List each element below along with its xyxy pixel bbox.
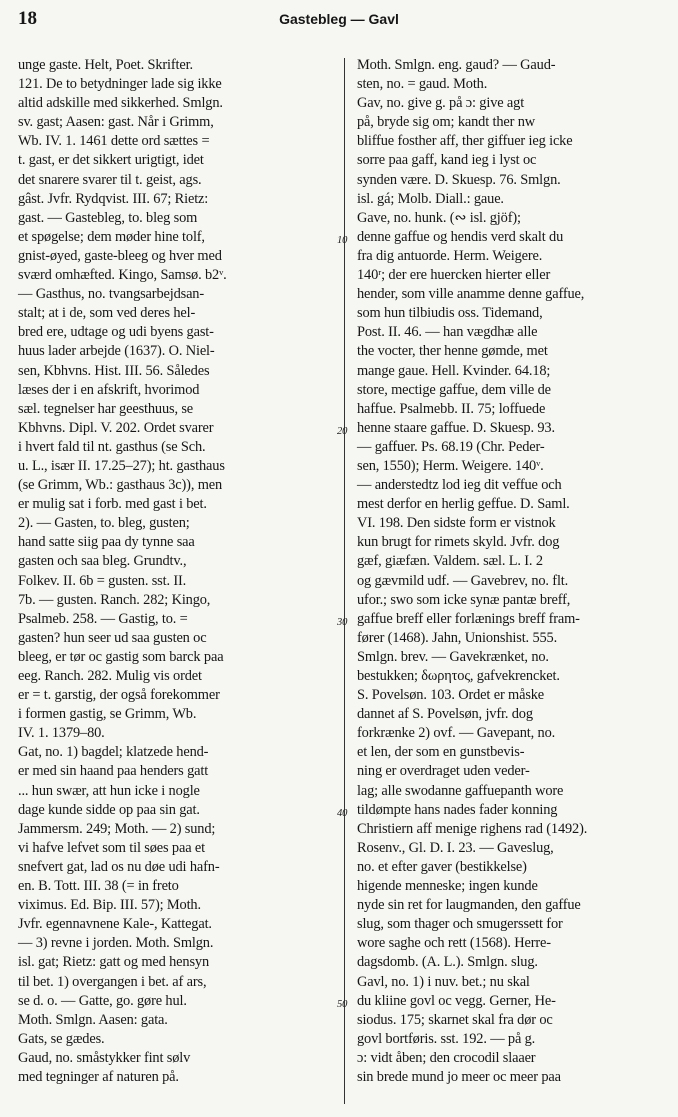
line-text: dagsdomb. (A. L.). Smlgn. slug. bbox=[357, 954, 538, 971]
line-text: the vocter, ther henne gømde, met bbox=[357, 343, 548, 360]
line-text: hand satte siig paa dy tynne saa bbox=[18, 534, 195, 551]
line-text: nyde sin ret for laugmanden, den gaffue bbox=[357, 897, 581, 914]
text-line bbox=[18, 304, 336, 323]
text-line bbox=[18, 782, 336, 801]
line-text: lag; alle swodanne gaffuepanth wore bbox=[357, 782, 564, 799]
text-line bbox=[357, 476, 669, 495]
margin-line-number: 30 bbox=[337, 616, 348, 628]
line-text: hender, som ville anamme denne gaffue, bbox=[357, 286, 585, 303]
text-line bbox=[18, 629, 336, 648]
line-text: sværd omhæfted. Kingo, Samsø. b2ᵛ. bbox=[18, 267, 227, 284]
text-line bbox=[18, 686, 336, 705]
line-text: denne gaffue og hendis verd skalt du bbox=[357, 228, 564, 245]
text-line bbox=[18, 132, 336, 151]
line-text: sten, no. = gaud. Moth. bbox=[357, 76, 488, 93]
line-text: IV. 1. 1379–80. bbox=[18, 725, 105, 742]
text-line bbox=[18, 438, 336, 457]
line-text: slug, som thager och smugerssett for bbox=[357, 916, 563, 933]
left-column bbox=[18, 56, 336, 1087]
line-text: et len, der som en gunstbevis- bbox=[357, 744, 525, 761]
running-head: Gastebleg — Gavl bbox=[279, 11, 399, 27]
line-text: — gaffuer. Ps. 68.19 (Chr. Peder- bbox=[357, 438, 545, 455]
text-line bbox=[357, 342, 669, 361]
line-text: gnist-øyed, gaste-bleeg og hver med bbox=[18, 247, 222, 264]
text-line bbox=[18, 801, 336, 820]
line-text: er = t. garstig, der også forekommer bbox=[18, 687, 220, 704]
line-text: viximus. Ed. Bip. III. 57); Moth. bbox=[18, 897, 201, 914]
text-line bbox=[357, 953, 669, 972]
line-text: unge gaste. Helt, Poet. Skrifter. bbox=[18, 57, 193, 73]
line-text: kun brugt for rimets skyld. Jvfr. dog bbox=[357, 534, 560, 551]
line-text: gæf, giæfæn. Valdem. sæl. L. I. 2 bbox=[357, 553, 543, 570]
text-line bbox=[18, 56, 336, 75]
line-text: i formen gastig, se Grimm, Wb. bbox=[18, 706, 197, 723]
line-text: Smlgn. brev. — Gavekrænket, no. bbox=[357, 648, 549, 665]
line-text: higende menneske; ingen kunde bbox=[357, 878, 538, 895]
text-line bbox=[357, 858, 669, 877]
text-line bbox=[337, 992, 669, 1011]
text-line bbox=[357, 572, 669, 591]
text-line bbox=[18, 323, 336, 342]
text-line bbox=[18, 1049, 336, 1068]
text-line bbox=[18, 209, 336, 228]
line-text: fører (1468). Jahn, Unionshist. 555. bbox=[357, 629, 558, 646]
text-line bbox=[18, 495, 336, 514]
line-text: i hvert fald til nt. gasthus (se Sch. bbox=[18, 438, 206, 455]
line-text: vi hafve lefvet som til søes paa et bbox=[18, 839, 205, 856]
text-line bbox=[18, 552, 336, 571]
text-line bbox=[357, 648, 669, 667]
line-text: ufor.; swo som icke synæ pantæ breff, bbox=[357, 591, 571, 608]
line-text: bliffue fosther aff, ther giffuer ieg icke bbox=[357, 133, 573, 150]
text-line bbox=[357, 209, 669, 228]
line-text: ning er overdraget uden veder- bbox=[357, 763, 530, 780]
text-line bbox=[357, 743, 669, 762]
text-line bbox=[18, 858, 336, 877]
line-text: mest derfor en herlig geffue. D. Saml. bbox=[357, 496, 570, 513]
line-text: forkrænke 2) ovf. — Gavepant, no. bbox=[357, 725, 556, 742]
line-text: 121. De to betydninger lade sig ikke bbox=[18, 76, 222, 93]
line-text: sen, 1550); Herm. Weigere. 140ᵛ. bbox=[357, 457, 544, 474]
text-line bbox=[357, 820, 669, 839]
line-text: govl bortføris. sst. 192. — på g. bbox=[357, 1030, 536, 1047]
line-text: tildømpte hans nades fader konning bbox=[357, 801, 558, 818]
text-line bbox=[357, 132, 669, 151]
text-line bbox=[357, 724, 669, 743]
line-text: sorre paa gaff, kand ieg i lyst oc bbox=[357, 152, 537, 169]
page-number: 18 bbox=[18, 8, 37, 29]
text-line bbox=[18, 648, 336, 667]
text-line bbox=[357, 896, 669, 915]
text-line bbox=[18, 419, 336, 438]
text-line bbox=[357, 629, 669, 648]
text-line bbox=[18, 667, 336, 686]
text-line bbox=[18, 610, 336, 629]
line-text: se d. o. — Gatte, go. gøre hul. bbox=[18, 992, 187, 1009]
line-text: Moth. Smlgn. eng. gaud? — Gaud- bbox=[357, 57, 556, 73]
line-text: gâst. Jvfr. Rydqvist. III. 67; Rietz: bbox=[18, 190, 209, 207]
page-header bbox=[0, 8, 678, 34]
text-line bbox=[357, 667, 669, 686]
line-text: — Gasthus, no. tvangsarbejdsan- bbox=[18, 286, 204, 303]
line-text: Gats, se gædes. bbox=[18, 1030, 105, 1047]
text-line bbox=[357, 1030, 669, 1049]
line-text: fra dig antuorde. Herm. Weigere. bbox=[357, 247, 543, 264]
line-text: isl. gá; Molb. Diall.: gaue. bbox=[357, 190, 504, 207]
text-line bbox=[18, 342, 336, 361]
line-text: henne staare gaffue. D. Skuesp. 93. bbox=[357, 419, 555, 436]
text-line bbox=[18, 724, 336, 743]
line-text: Kbhvns. Dipl. V. 202. Ordet svarer bbox=[18, 419, 214, 436]
text-line bbox=[357, 323, 669, 342]
line-text: er mulig sat i forb. med gast i bet. bbox=[18, 496, 207, 513]
text-line bbox=[357, 190, 669, 209]
text-line bbox=[357, 247, 669, 266]
text-line bbox=[18, 400, 336, 419]
line-text: dannet af S. Povelsøn, jvfr. dog bbox=[357, 706, 533, 723]
margin-line-number: 40 bbox=[337, 807, 348, 819]
text-line bbox=[357, 762, 669, 781]
line-text: synden være. D. Skuesp. 76. Smlgn. bbox=[357, 171, 561, 188]
text-line bbox=[357, 973, 669, 992]
text-line bbox=[18, 476, 336, 495]
text-line bbox=[18, 896, 336, 915]
line-text: gasten och saa bleg. Grundtv., bbox=[18, 553, 187, 570]
line-text: S. Povelsøn. 103. Ordet er måske bbox=[357, 687, 545, 704]
margin-line-number: 10 bbox=[337, 234, 348, 246]
line-text: — anderstedtz lod ieg dit veffue och bbox=[357, 477, 562, 494]
line-text: sen, Kbhvns. Hist. III. 56. Således bbox=[18, 362, 210, 379]
text-line bbox=[18, 457, 336, 476]
text-line bbox=[357, 915, 669, 934]
line-text: Gavl, no. 1) i nuv. bet.; nu skal bbox=[357, 973, 530, 990]
text-line bbox=[18, 362, 336, 381]
text-line bbox=[18, 533, 336, 552]
text-line bbox=[18, 151, 336, 170]
text-line bbox=[357, 151, 669, 170]
margin-line-number: 50 bbox=[337, 998, 348, 1010]
text-line bbox=[357, 381, 669, 400]
line-text: 2). — Gasten, to. bleg, gusten; bbox=[18, 515, 190, 532]
text-line bbox=[18, 572, 336, 591]
line-text: gaffue breff eller forlænings breff fram- bbox=[357, 610, 580, 627]
text-line bbox=[18, 973, 336, 992]
line-text: og gævmild udf. — Gavebrev, no. flt. bbox=[357, 572, 569, 589]
text-line bbox=[357, 304, 669, 323]
line-text: Jvfr. egennavnene Kale-, Kattegat. bbox=[18, 916, 212, 933]
line-text: snefvert gat, lad os nu døe udi hafn- bbox=[18, 858, 220, 875]
text-line bbox=[18, 381, 336, 400]
line-text: 140ʳ; der ere huercken hierter eller bbox=[357, 267, 551, 284]
line-text: det snarere svarer til t. geist, ags. bbox=[18, 171, 202, 188]
line-text: VI. 198. Den sidste form er vistnok bbox=[357, 515, 556, 532]
line-text: Rosenv., Gl. D. I. 23. — Gaveslug, bbox=[357, 839, 554, 856]
line-text: Gave, no. hunk. (∾ isl. gjöf); bbox=[357, 209, 521, 226]
line-text: haffue. Psalmebb. II. 75; loffuede bbox=[357, 400, 546, 417]
text-line bbox=[357, 705, 669, 724]
line-text: Wb. IV. 1. 1461 dette ord sættes = bbox=[18, 133, 210, 150]
line-text: er med sin haand paa henders gatt bbox=[18, 763, 209, 780]
text-line bbox=[337, 228, 669, 247]
text-line bbox=[357, 1011, 669, 1030]
text-line bbox=[357, 782, 669, 801]
text-line bbox=[357, 285, 669, 304]
line-text: Gaud, no. småstykker fint sølv bbox=[18, 1049, 191, 1066]
text-line bbox=[357, 495, 669, 514]
text-line bbox=[18, 915, 336, 934]
line-text: huus lader arbejde (1637). O. Niel- bbox=[18, 343, 215, 360]
line-text: ... hun swær, att hun icke i nogle bbox=[18, 782, 200, 799]
line-text: gast. — Gastebleg, to. bleg som bbox=[18, 209, 198, 226]
line-text: eeg. Ranch. 282. Mulig vis ordet bbox=[18, 668, 202, 684]
line-text: som hun tilbiudis oss. Tidemand, bbox=[357, 305, 543, 322]
text-line bbox=[18, 877, 336, 896]
line-text: 7b. — gusten. Ranch. 282; Kingo, bbox=[18, 591, 211, 608]
line-text: et spøgelse; dem møder hine tolf, bbox=[18, 228, 205, 245]
text-line bbox=[357, 686, 669, 705]
text-line bbox=[18, 228, 336, 247]
line-text: dage kunde sidde op paa sin gat. bbox=[18, 801, 200, 818]
line-text: en. B. Tott. III. 38 (= in freto bbox=[18, 878, 179, 895]
line-text: no. et efter gaver (bestikkelse) bbox=[357, 858, 527, 875]
text-line bbox=[18, 820, 336, 839]
line-text: til bet. 1) overgangen i bet. af ars, bbox=[18, 973, 207, 990]
line-text: du kliine govl oc vegg. Gerner, He- bbox=[357, 992, 556, 1009]
text-line bbox=[18, 762, 336, 781]
column-divider bbox=[344, 58, 345, 1104]
line-text: Gav, no. give g. på ɔ: give agt bbox=[357, 95, 525, 112]
text-line bbox=[18, 839, 336, 858]
text-line bbox=[357, 839, 669, 858]
text-line bbox=[337, 610, 669, 629]
line-text: stalt; at i de, som ved deres hel- bbox=[18, 305, 196, 322]
text-line bbox=[18, 94, 336, 113]
text-line bbox=[18, 75, 336, 94]
line-text: læses der i en afskrift, hvorimod bbox=[18, 381, 200, 398]
text-line bbox=[18, 1030, 336, 1049]
text-line bbox=[357, 75, 669, 94]
text-line bbox=[357, 552, 669, 571]
line-text: (se Grimm, Wb.: gasthaus 3c)), men bbox=[18, 477, 223, 494]
text-line bbox=[357, 533, 669, 552]
line-text: Folkev. II. 6b = gusten. sst. II. bbox=[18, 572, 187, 589]
text-line bbox=[18, 953, 336, 972]
text-line bbox=[18, 1011, 336, 1030]
margin-line-number: 20 bbox=[337, 425, 348, 437]
text-line bbox=[18, 743, 336, 762]
text-line bbox=[357, 56, 669, 75]
right-column bbox=[337, 56, 669, 1087]
line-text: Post. II. 46. — han vægdhæ alle bbox=[357, 324, 538, 341]
text-line bbox=[18, 171, 336, 190]
text-line bbox=[357, 362, 669, 381]
line-text: u. L., især II. 17.25–27); ht. gasthaus bbox=[18, 457, 225, 474]
text-line bbox=[357, 514, 669, 533]
text-line bbox=[357, 591, 669, 610]
text-line bbox=[337, 801, 669, 820]
text-line bbox=[18, 591, 336, 610]
text-line bbox=[357, 113, 669, 132]
text-line bbox=[357, 1068, 669, 1087]
text-line bbox=[357, 171, 669, 190]
line-text: siodus. 175; skarnet skal fra dør oc bbox=[357, 1011, 553, 1028]
text-line bbox=[337, 419, 669, 438]
line-text: sin brede mund jo meer oc meer paa bbox=[357, 1068, 561, 1085]
line-text: t. gast, er det sikkert urigtigt, idet bbox=[18, 152, 204, 169]
line-text: på, bryde sig om; kandt ther nw bbox=[357, 114, 535, 131]
line-text: gasten? hun seer ud saa gusten oc bbox=[18, 629, 207, 646]
line-text: bestukken; δωρητος, gafvekrencket. bbox=[357, 668, 560, 684]
line-text: isl. gat; Rietz: gatt og med hensyn bbox=[18, 954, 209, 971]
text-line bbox=[357, 438, 669, 457]
line-text: mange gaue. Hell. Kvinder. 64.18; bbox=[357, 362, 551, 379]
line-text: sæl. tegnelser har geesthuus, se bbox=[18, 400, 194, 417]
text-line bbox=[18, 514, 336, 533]
line-text: bleeg, er tør oc gastig som barck paa bbox=[18, 648, 224, 665]
line-text: store, mectige gaffue, dem ville de bbox=[357, 381, 551, 398]
line-text: Christiern aff menige righens rad (1492). bbox=[357, 820, 588, 837]
text-line bbox=[357, 266, 669, 285]
text-line bbox=[18, 934, 336, 953]
text-line bbox=[18, 190, 336, 209]
text-line bbox=[18, 247, 336, 266]
text-line bbox=[357, 400, 669, 419]
line-text: ɔ: vidt åben; den crocodil slaaer bbox=[357, 1049, 536, 1066]
line-text: Jammersm. 249; Moth. — 2) sund; bbox=[18, 820, 216, 837]
text-line bbox=[357, 877, 669, 896]
text-line bbox=[18, 266, 336, 285]
line-text: — 3) revne i jorden. Moth. Smlgn. bbox=[18, 935, 214, 952]
line-text: Psalmeb. 258. — Gastig, to. = bbox=[18, 610, 188, 627]
line-text: bred ere, udtage og udi byens gast- bbox=[18, 324, 214, 341]
line-text: Moth. Smlgn. Aasen: gata. bbox=[18, 1011, 168, 1028]
line-text: med tegninger af naturen på. bbox=[18, 1068, 179, 1085]
line-text: altid adskille med sikkerhed. Smlgn. bbox=[18, 95, 223, 112]
text-line bbox=[357, 94, 669, 113]
text-line bbox=[357, 934, 669, 953]
text-line bbox=[18, 992, 336, 1011]
text-line bbox=[18, 705, 336, 724]
line-text: wore saghe och rett (1568). Herre- bbox=[357, 935, 551, 952]
text-line bbox=[357, 457, 669, 476]
text-line bbox=[18, 113, 336, 132]
line-text: sv. gast; Aasen: gast. Når i Grimm, bbox=[18, 114, 214, 131]
text-line bbox=[18, 1068, 336, 1087]
text-line bbox=[18, 285, 336, 304]
text-line bbox=[357, 1049, 669, 1068]
line-text: Gat, no. 1) bagdel; klatzede hend- bbox=[18, 744, 209, 761]
